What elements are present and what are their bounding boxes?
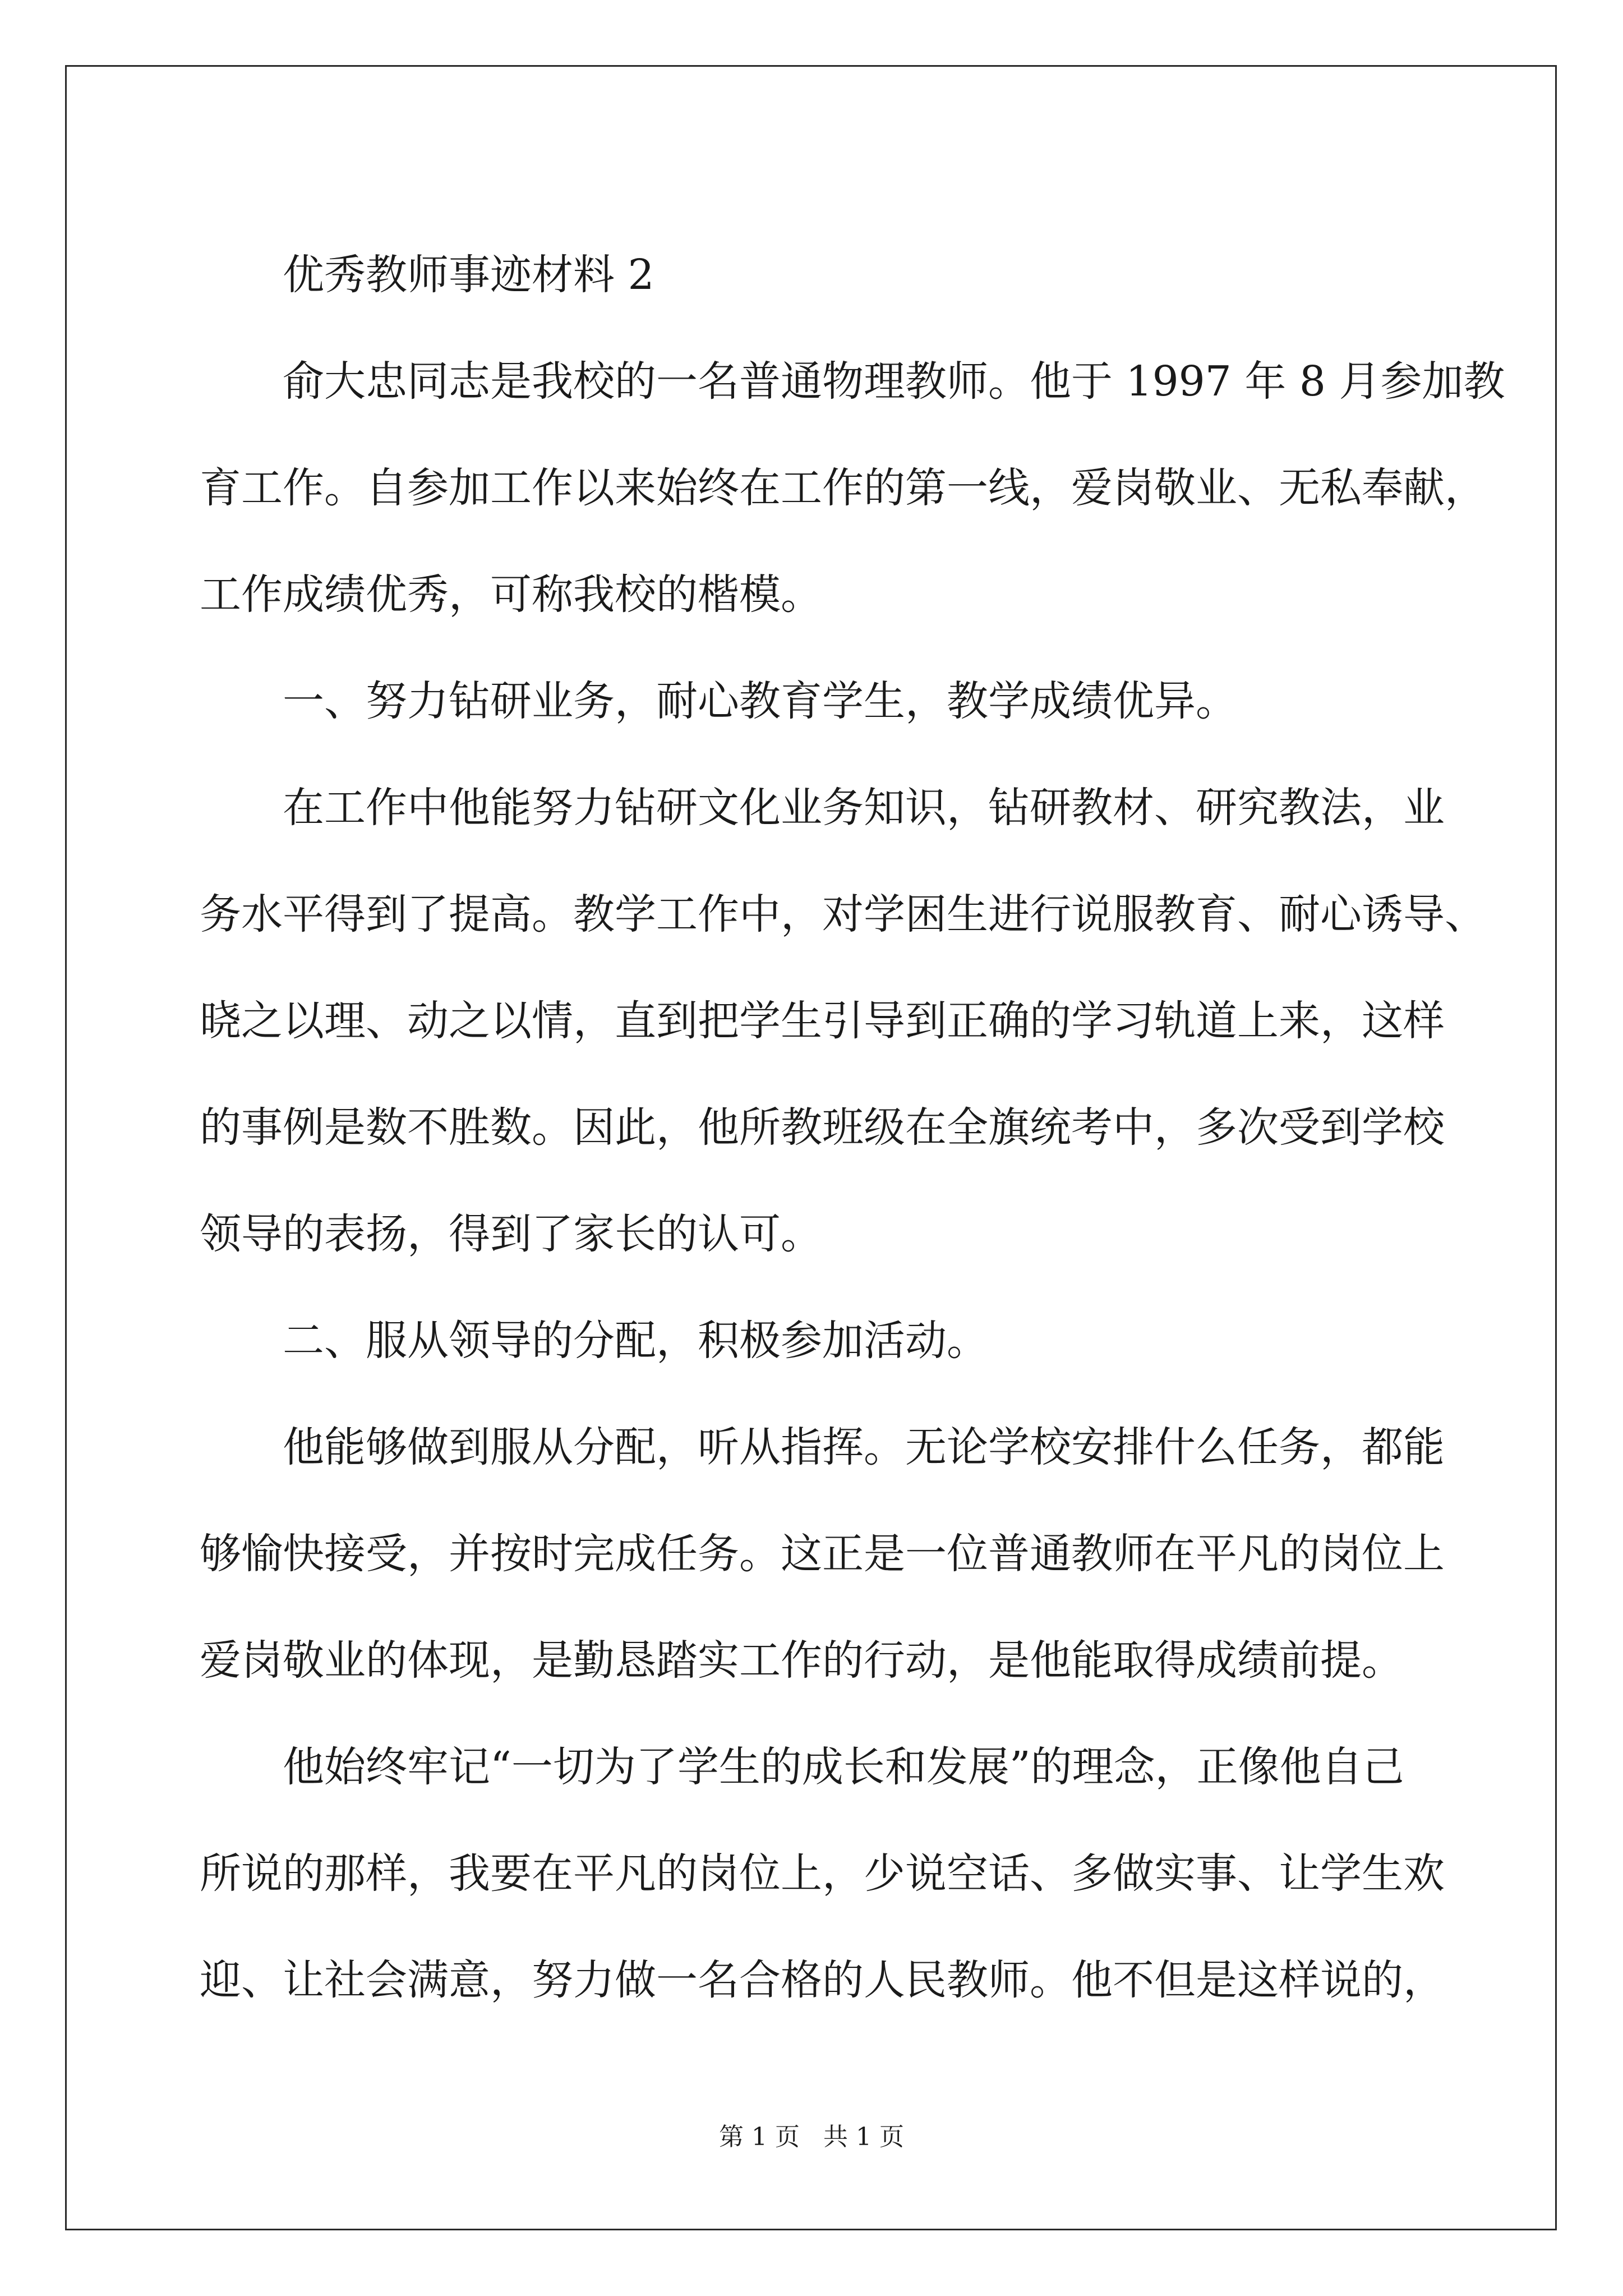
paragraph-line: 他始终牢记“一切为了学生的成长和发展”的理念，正像他自己 [283, 1743, 1404, 1791]
paragraph-section-1 [200, 754, 1486, 1287]
paragraph-line: 够愉快接受，并按时完成任务。这正是一位普通教师在平凡的岗位上 [200, 1530, 1445, 1578]
page-footer: 第 1 页 共 1 页 [719, 2123, 904, 2151]
document-body [200, 222, 1505, 2033]
paragraph-line: 工作成绩优秀，可称我校的楷模。 [200, 570, 822, 619]
paragraph-line: 爱岗敬业的体现，是勤恳踏实工作的行动，是他能取得成绩前提。 [200, 1636, 1403, 1685]
paragraph-line: 的事例是数不胜数。因此，他所教班级在全旗统考中，多次受到学校 [200, 1103, 1445, 1152]
paragraph-line: 领导的表扬，得到了家长的认可。 [200, 1210, 822, 1258]
section-heading-1 [200, 648, 1433, 754]
paragraph-line: 育工作。自参加工作以来始终在工作的第一线，爱岗敬业、无私奉献， [200, 464, 1486, 512]
paragraph-section-2 [200, 1394, 1445, 1714]
heading-line: 一、努力钻研业务，耐心教育学生，教学成绩优异。 [283, 677, 1237, 725]
section-heading-2 [200, 1287, 1433, 1394]
paragraph-line: 在工作中他能努力钻研文化业务知识，钻研教材、研究教法，业 [283, 784, 1445, 832]
paragraph-line: 晓之以理、动之以情，直到把学生引导到正确的学习轨道上来，这样 [200, 997, 1445, 1045]
paragraph-line: 所说的那样，我要在平凡的岗位上，少说空话、多做实事、让学生欢 [200, 1849, 1445, 1898]
paragraph-conclusion [200, 1714, 1445, 2033]
title-line: 优秀教师事迹材料 2 [283, 251, 654, 299]
heading-line: 二、服从领导的分配，积极参加活动。 [283, 1317, 988, 1365]
document-title [200, 222, 1433, 328]
paragraph-intro [200, 328, 1505, 648]
paragraph-line: 俞大忠同志是我校的一名普通物理教师。他于 1997 年 8 月参加教 [283, 357, 1505, 406]
paragraph-line: 他能够做到服从分配，听从指挥。无论学校安排什么任务，都能 [283, 1423, 1445, 1471]
paragraph-line: 迎、让社会满意，努力做一名合格的人民教师。他不但是这样说的， [200, 1956, 1445, 2004]
paragraph-line: 务水平得到了提高。教学工作中，对学困生进行说服教育、耐心诱导、 [200, 890, 1486, 938]
